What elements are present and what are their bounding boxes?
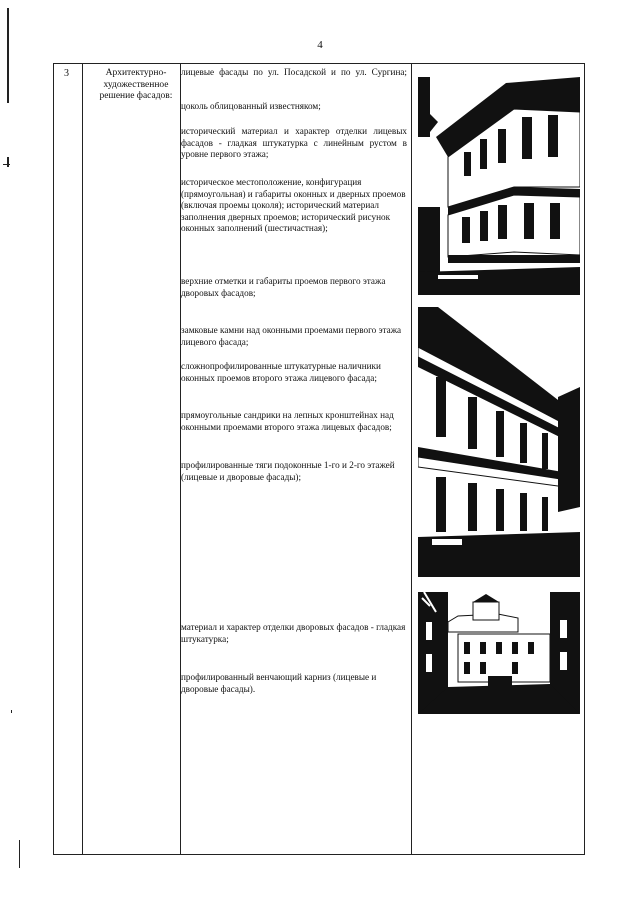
feature-item: замковые камни над оконными проемами первого этажа лицевого фасада; [181, 325, 402, 347]
feature-item: прямоугольные сандрики на лепных кронштейнах над оконными проемами второго этажа лицевых фасадов; [181, 410, 394, 432]
scan-edge-dot [11, 710, 12, 713]
page-number: 4 [317, 39, 323, 51]
column-divider [82, 64, 83, 854]
feature-item: историческое местоположение, конфигурация (прямоугольная) и габариты оконных и дверных проемов (включая проемы цоколя); исторический материал заполнения дверных проемов; исторический рисунок оконных заполнений (шестичастная); [181, 177, 406, 233]
scan-edge-line [7, 8, 9, 103]
feature-item: материал и характер отделки дворовых фасадов - гладкая штукатурка; [181, 622, 406, 644]
feature-item: верхние отметки и габариты проемов первого этажа дворовых фасадов; [181, 276, 386, 298]
building-photo-courtyard [418, 592, 580, 714]
feature-item: профилированные тяги подоконные 1-го и 2-го этажей (лицевые и дворовые фасады); [181, 460, 395, 482]
feature-item: лицевые фасады по ул. Посадской и по ул. Сургина; [181, 67, 407, 77]
scan-edge-tick [3, 164, 10, 165]
scan-edge-mark-bottom [19, 840, 20, 868]
feature-item: цоколь облицованный известняком; [181, 101, 321, 111]
feature-item: сложнопрофилированные штукатурные наличники оконных проемов второго этажа лицевого фасада; [181, 361, 381, 383]
feature-item: профилированный венчающий карниз (лицевые и дворовые фасады). [181, 672, 377, 694]
feature-item: исторический материал и характер отделки лицевых фасадов - гладкая штукатурка с линейным рустом в уровне первого этажа; [181, 126, 407, 159]
building-photo-facade-perspective [418, 307, 580, 577]
scan-edge-mark [7, 157, 9, 167]
row-number: 3 [64, 68, 69, 79]
row-title: Архитектурно-художественное решение фасадов: [99, 68, 173, 101]
column-divider [411, 64, 412, 854]
heritage-table [53, 63, 585, 855]
building-photo-street-corner [418, 77, 580, 295]
